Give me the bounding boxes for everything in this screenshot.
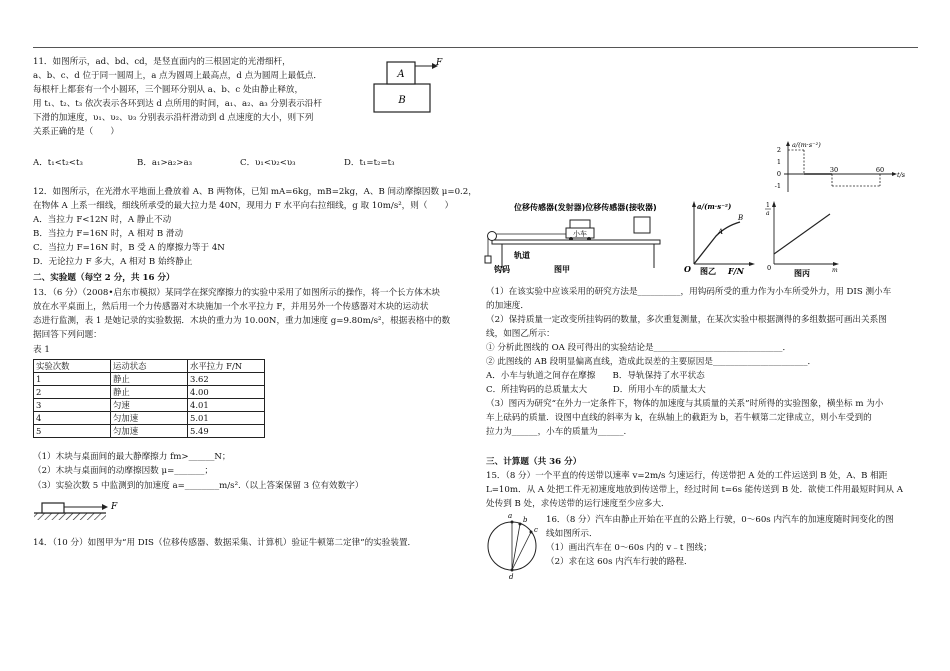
q11-line: a、b、c、d 位于同一圆周上，a 点为圆周上最高点，d 点为圆周上最低点． xyxy=(33,71,322,81)
yi-point-a: A xyxy=(718,228,724,236)
q13-line: 态进行监测，表 1 是她记录的实验数据．木块的重力为 10.00N，重力加速度 g=9.80m/s²，根据表格中的数 xyxy=(33,316,451,326)
car-label: 小车 xyxy=(573,230,587,238)
q14-line: ① 分析此图线的 OA 段可得出的实验结论是______________________________． xyxy=(486,343,792,353)
table-cell: 匀加速 xyxy=(111,425,188,438)
table-row xyxy=(34,412,265,425)
apparatus-figure-jia xyxy=(484,198,674,276)
at-ytick: 2 xyxy=(776,146,781,154)
q13-line: 据回答下列问题： xyxy=(33,330,102,340)
point-b: b xyxy=(523,516,528,524)
q12-option-a: A．当拉力 F<12N 时，A 静止不动 xyxy=(33,215,172,225)
table-cell: 3.62 xyxy=(188,373,265,386)
table-cell: 静止 xyxy=(111,386,188,399)
q12-option-d: D．无论拉力 F 多大，A 相对 B 始终静止 xyxy=(33,257,193,267)
at-ytick: -1 xyxy=(774,182,781,190)
q16-line: 线如图所示． xyxy=(546,529,598,539)
table-cell: 匀速 xyxy=(111,399,188,412)
blocks-ab-figure xyxy=(370,56,450,116)
table-header: 水平拉力 F/N xyxy=(188,360,265,373)
table-row xyxy=(34,425,265,438)
point-c: c xyxy=(534,526,538,534)
weight-label: 钩码 xyxy=(494,265,510,274)
yi-ylabel: a/(m·s⁻²) xyxy=(697,202,732,211)
at-xunit: t/s xyxy=(897,171,906,179)
q11-line: 每根杆上都套有一个小圆环，三个圆环分别从 a、b、c 处由静止释放， xyxy=(33,85,304,95)
force-f-label: F xyxy=(436,58,443,68)
yi-xlabel: F/N xyxy=(728,266,744,276)
q12-line: 在物体 A 上系一细线，细线所承受的最大拉力是 40N，现用力 F 水平向右拉细线，g 取 10m/s²，则（ ） xyxy=(33,201,454,211)
table-cell: 4.00 xyxy=(188,386,265,399)
at-ylabel: a/(m·s⁻²) xyxy=(792,141,821,149)
q14-option-cd: C．所挂钩码的总质量太大 D．所用小车的质量太大 xyxy=(486,385,706,395)
q15-line: 处传到 B 处，求传送带的运行速度至少应多大． xyxy=(486,499,670,509)
q16-line: 16．（8 分）汽车由静止开始在平直的公路上行驶，0～60s 内汽车的加速度随时间变化的图 xyxy=(546,515,894,525)
q13-sub-2: （2）木块与桌面间的动摩擦因数 μ=_______； xyxy=(33,466,213,476)
q14-line: 车上砝码的质量．设图中直线的斜率为 k，在纵轴上的截距为 b，若牛顿第二定律成立，则小车受到的 xyxy=(486,413,872,423)
q14-line: 拉力为______，小车的质量为______. xyxy=(486,427,627,437)
at-xtick: 30 xyxy=(829,166,839,174)
q16-line: （2）求在这 60s 内汽车行驶的路程． xyxy=(546,557,693,567)
data-table xyxy=(33,359,265,438)
q11-option-b: B．a₁>a₂>a₃ xyxy=(137,158,193,168)
q14-line: ② 此图线的 AB 段明显偏离直线，造成此误差的主要原因是______________________． xyxy=(486,357,817,367)
bing-ylabel-top: 1 xyxy=(766,202,770,209)
q14-option-ab: A．小车与轨道之间存在摩擦 B．导轨保持了水平状态 xyxy=(486,371,705,381)
q11-option-c: C．υ₁<υ₂<υ₃ xyxy=(240,158,296,168)
point-a: a xyxy=(508,512,513,520)
section-3-heading: 三、计算题（共 36 分） xyxy=(486,457,582,467)
table-cell: 4.01 xyxy=(188,399,265,412)
table-header-row xyxy=(34,360,265,373)
table-row xyxy=(34,373,265,386)
q13-sub-1: （1）木块与桌面间的最大静摩擦力 fm>______N； xyxy=(33,452,231,462)
section-2-heading: 二、实验题（每空 2 分，共 16 分） xyxy=(33,273,175,283)
bing-ylabel-bottom: a xyxy=(766,210,770,217)
circle-rods-figure xyxy=(484,506,544,582)
graph-yi xyxy=(680,198,760,278)
q13-line: 放在水平桌面上，然后用一个力传感器对木块施加一个水平拉力 F，并用另外一个传感器对木块的运动状 xyxy=(33,302,429,312)
table-cell: 3 xyxy=(34,399,111,412)
q11-option-d: D．t₁=t₂=t₃ xyxy=(344,158,395,168)
q15-line: 15．（8 分）一个平直的传送带以速率 v=2m/s 匀速运行，传送带把 A 处的工件运送到 B 处，A、B 相距 xyxy=(486,471,888,481)
q15-line: L=10m．从 A 处把工件无初速度地放到传送带上，经过时间 t=6s 能传送到 B 处．欲使工件用最短时间从 A xyxy=(486,485,903,495)
table-title: 表 1 xyxy=(33,345,50,355)
table-cell: 5.01 xyxy=(188,412,265,425)
point-d: d xyxy=(509,573,514,581)
yi-point-b: B xyxy=(738,214,744,222)
q11-option-a: A．t₁<t₂<t₃ xyxy=(33,158,83,168)
table-cell: 静止 xyxy=(111,373,188,386)
table-cell: 匀加速 xyxy=(111,412,188,425)
q12-option-b: B．当拉力 F=16N 时，A 相对 B 滑动 xyxy=(33,229,184,239)
table-header: 实验次数 xyxy=(34,360,111,373)
q13-sub-3: （3）实验次数 5 中监测到的加速度 a=________m/s².（以上答案保留 3 位有效数字） xyxy=(33,481,364,491)
header-rule xyxy=(33,47,918,48)
q14-line: （1）在该实验中应该采用的研究方法是__________，用钩码所受的重力作为小车所受外力，用 DIS 测小车 xyxy=(486,287,892,297)
block-on-table-figure xyxy=(34,495,126,521)
acceleration-time-graph xyxy=(770,140,910,198)
q14-line: 线，如图乙所示： xyxy=(486,329,555,339)
table-cell: 2 xyxy=(34,386,111,399)
graph-bing xyxy=(764,198,842,280)
q11-line: 用 t₁、t₂、t₃ 依次表示各环到达 d 点所用的时间，a₁、a₂、a₃ 分别表示沿杆 xyxy=(33,99,322,109)
force-label: F xyxy=(111,502,118,512)
q12-option-c: C．当拉力 F=16N 时，B 受 A 的摩擦力等于 4N xyxy=(33,243,225,253)
at-ytick: 0 xyxy=(776,170,781,178)
q13-line: 13．（6 分）（2008•启东市模拟）某同学在探究摩擦力的实验中采用了如图所示的操作，将一个长方体木块 xyxy=(33,288,441,298)
q11-line: 下滑的加速度，υ₁、υ₂、υ₃ 分别表示沿杆滑动到 d 点速度的大小，则下列 xyxy=(33,113,314,123)
table-row xyxy=(34,386,265,399)
bing-xlabel: m xyxy=(832,267,838,274)
track-label: 轨道 xyxy=(514,251,530,260)
q14-line: （2）保持质量一定改变所挂钩码的数量，多次重复测量，在某次实验中根据测得的多组数据可画出关系图 xyxy=(486,315,887,325)
q14-line: 的加速度． xyxy=(486,301,529,311)
caption-yi: 图乙 xyxy=(700,267,716,276)
q11-line: 11．如图所示，ad、bd、cd，是竖直面内的三根固定的光滑细杆， xyxy=(33,57,291,67)
sensor-label: 位移传感器(发射器)位移传感器(接收器) xyxy=(514,203,657,212)
caption-bing: 图丙 xyxy=(794,269,810,278)
table-cell: 4 xyxy=(34,412,111,425)
table-cell: 5.49 xyxy=(188,425,265,438)
at-xtick: 60 xyxy=(875,166,885,174)
table-cell: 5 xyxy=(34,425,111,438)
bing-origin: 0 xyxy=(767,264,772,272)
yi-origin: O xyxy=(684,264,691,274)
q16-line: （1）画出汽车在 0～60s 内的 v﹣t 图线； xyxy=(546,543,712,553)
question-14-intro: 14．（10 分）如图甲为“用 DIS（位移传感器、数据采集、计算机）验证牛顿第二定律”的实验装置． xyxy=(33,538,417,548)
q11-line: 关系正确的是（ ） xyxy=(33,127,119,137)
table-row xyxy=(34,399,265,412)
q12-line: 12．如图所示，在光滑水平地面上叠放着 A、B 两物体，已知 mA=6kg，mB=2kg，A、B 间动摩擦因数 μ=0.2， xyxy=(33,187,477,197)
table-header: 运动状态 xyxy=(111,360,188,373)
at-ytick: 1 xyxy=(776,158,781,166)
block-a-label: A xyxy=(397,69,405,80)
table-cell: 1 xyxy=(34,373,111,386)
block-b-label: B xyxy=(398,95,406,106)
q14-line: （3）图丙为研究“在外力一定条件下，物体的加速度与其质量的关系”时所得的实验图象，横坐标 m 为小 xyxy=(486,399,884,409)
caption-jia: 图甲 xyxy=(554,265,570,274)
